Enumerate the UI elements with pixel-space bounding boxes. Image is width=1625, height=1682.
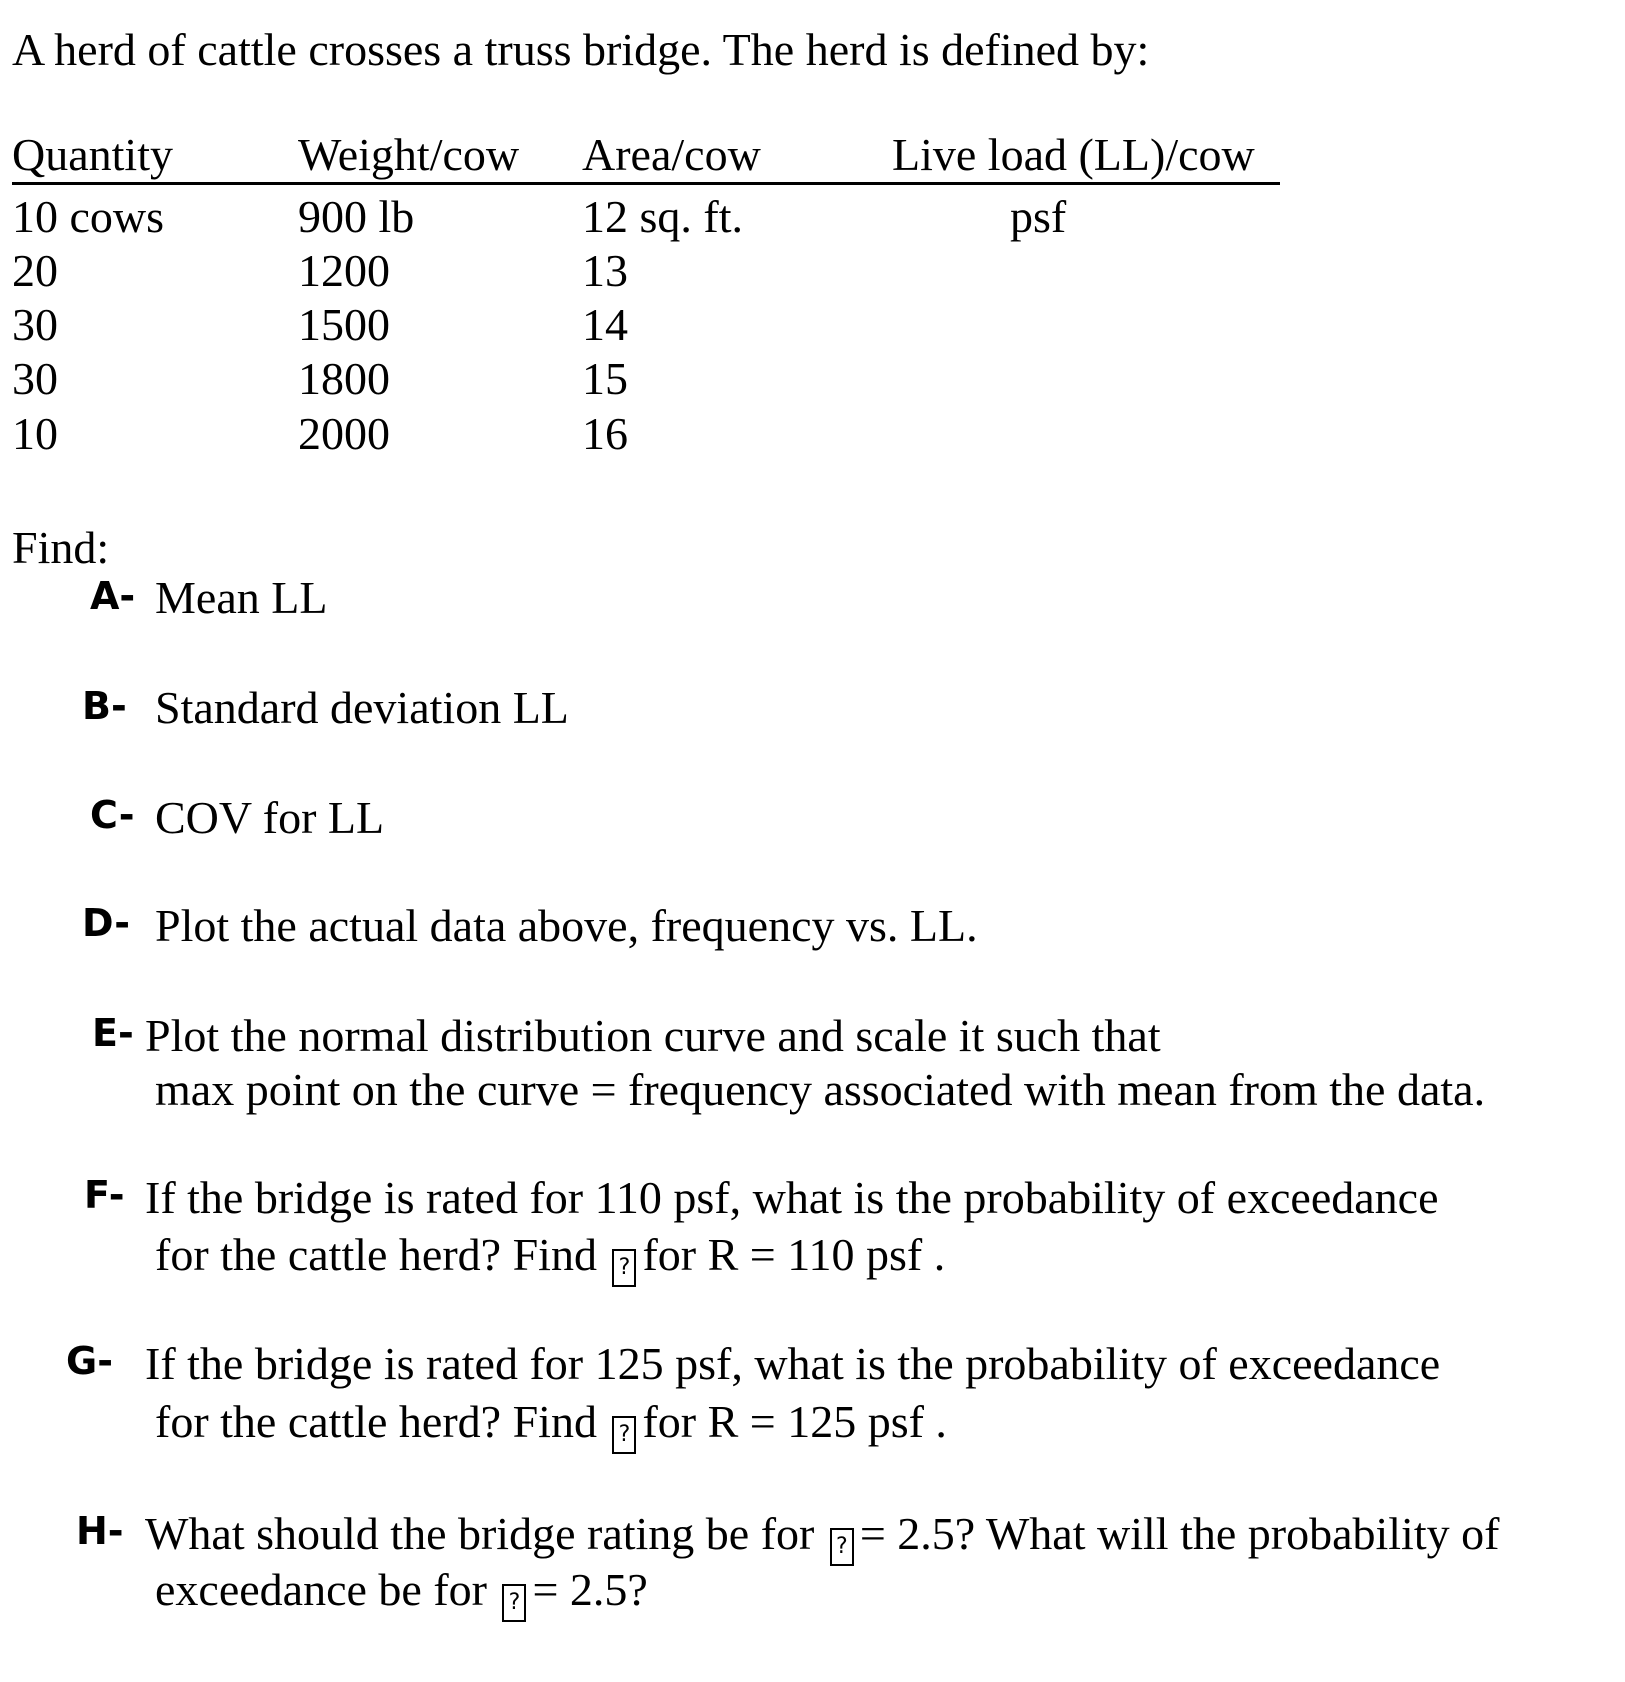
cell-quantity: 10 cows (12, 191, 165, 242)
item-b-text: Standard deviation LL (155, 682, 569, 733)
item-h-line1-post: = 2.5? What will the probability of (859, 1508, 1500, 1559)
cell-area: 12 sq. ft. (582, 191, 743, 242)
item-g-line2-pre: for the cattle herd? Find (155, 1396, 597, 1447)
cell-quantity: 30 (12, 353, 58, 404)
cell-weight: 1200 (298, 245, 390, 296)
item-f-line2-post: for R = 110 psf . (642, 1229, 946, 1280)
intro-text: A herd of cattle crosses a truss bridge. The herd is defined by: (12, 24, 1150, 75)
item-letter-f: F- (84, 1173, 125, 1217)
item-f-line1: If the bridge is rated for 110 psf, what is the probability of exceedance (145, 1172, 1439, 1223)
header-area: Area/cow (582, 129, 761, 180)
cell-area: 13 (582, 245, 628, 296)
item-g-line1: If the bridge is rated for 125 psf, what is the probability of exceedance (145, 1338, 1441, 1389)
item-letter-e: E- (92, 1011, 134, 1055)
item-h-line1 (145, 1506, 1499, 1566)
cell-area: 15 (582, 353, 628, 404)
cell-weight: 900 lb (298, 191, 415, 242)
cell-area: 14 (582, 299, 628, 350)
cell-live-load-unit: psf (1010, 191, 1067, 242)
item-f-line2-pre: for the cattle herd? Find (155, 1229, 597, 1280)
item-letter-b: B- (82, 684, 127, 728)
item-c-text: COV for LL (155, 792, 385, 843)
find-label: Find: (12, 522, 110, 573)
item-e-line2: max point on the curve = frequency associated with mean from the data. (155, 1064, 1486, 1115)
header-quantity: Quantity (12, 129, 173, 180)
missing-symbol-icon: ? (612, 1416, 636, 1454)
cell-weight: 1800 (298, 353, 390, 404)
cell-weight: 1500 (298, 299, 390, 350)
item-letter-c: C- (90, 793, 135, 837)
item-letter-h: H- (76, 1509, 124, 1553)
header-weight: Weight/cow (298, 129, 520, 180)
item-f-line2 (155, 1227, 945, 1287)
item-h-line1-pre: What should the bridge rating be for (145, 1508, 815, 1559)
missing-symbol-icon: ? (830, 1528, 854, 1566)
item-a-text: Mean LL (155, 572, 328, 623)
item-h-line2-post: = 2.5? (532, 1564, 648, 1615)
item-letter-d: D- (82, 901, 131, 945)
item-g-line2-post: for R = 125 psf . (642, 1396, 947, 1447)
item-g-line2 (155, 1394, 947, 1454)
missing-symbol-icon: ? (612, 1249, 636, 1287)
header-live-load: Live load (LL)/cow (892, 129, 1255, 180)
item-d-text: Plot the actual data above, frequency vs. LL. (155, 900, 978, 951)
item-e-line1: Plot the normal distribution curve and scale it such that (145, 1010, 1161, 1061)
cell-area: 16 (582, 408, 628, 459)
cell-weight: 2000 (298, 408, 390, 459)
cell-quantity: 20 (12, 245, 58, 296)
item-h-line2 (155, 1562, 648, 1622)
cell-quantity: 10 (12, 408, 58, 459)
missing-symbol-icon: ? (502, 1584, 526, 1622)
cell-quantity: 30 (12, 299, 58, 350)
item-h-line2-pre: exceedance be for (155, 1564, 487, 1615)
header-underline (12, 182, 1280, 185)
item-letter-a: A- (90, 574, 136, 618)
item-letter-g: G- (66, 1339, 113, 1383)
